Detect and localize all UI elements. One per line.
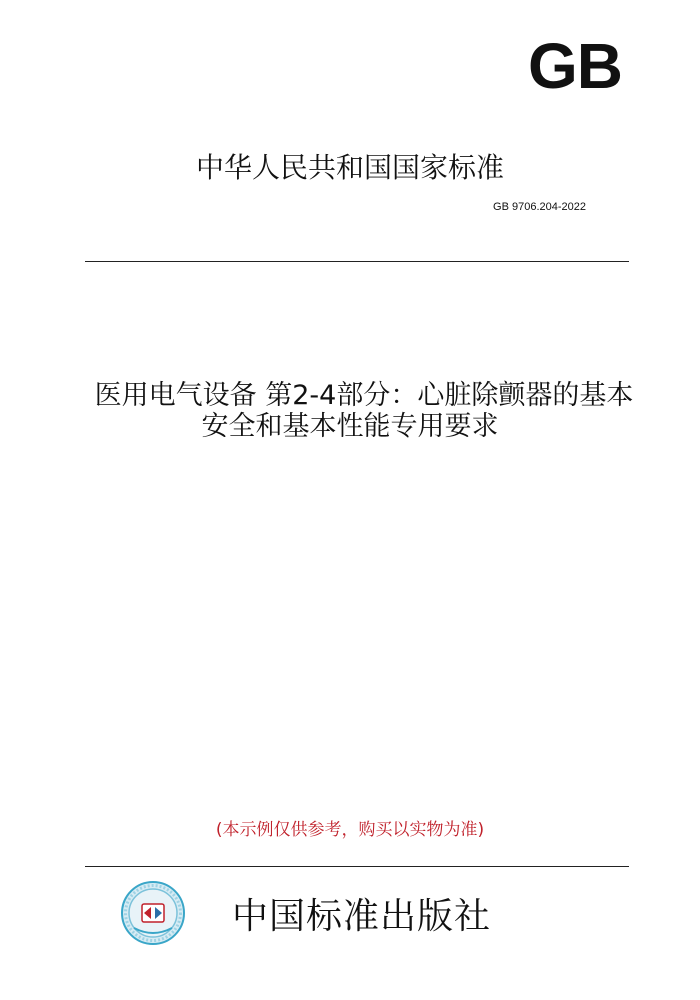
publisher-seal-icon xyxy=(120,880,186,946)
sample-notice: (本示例仅供参考，购买以实物为准) xyxy=(215,820,485,840)
title-line-1: 医用电气设备 第2-4部分：心脏除颤器的基本 xyxy=(94,380,634,411)
title-line-2: 安全和基本性能专用要求 xyxy=(201,411,499,442)
bottom-divider xyxy=(85,866,629,867)
standard-number: GB 9706.204-2022 xyxy=(493,201,586,213)
gb-logo: GB xyxy=(528,30,622,102)
top-divider xyxy=(85,261,629,262)
publisher-name: 中国标准出版社 xyxy=(232,896,492,937)
issuer-name: 中华人民共和国国家标准 xyxy=(195,151,504,184)
